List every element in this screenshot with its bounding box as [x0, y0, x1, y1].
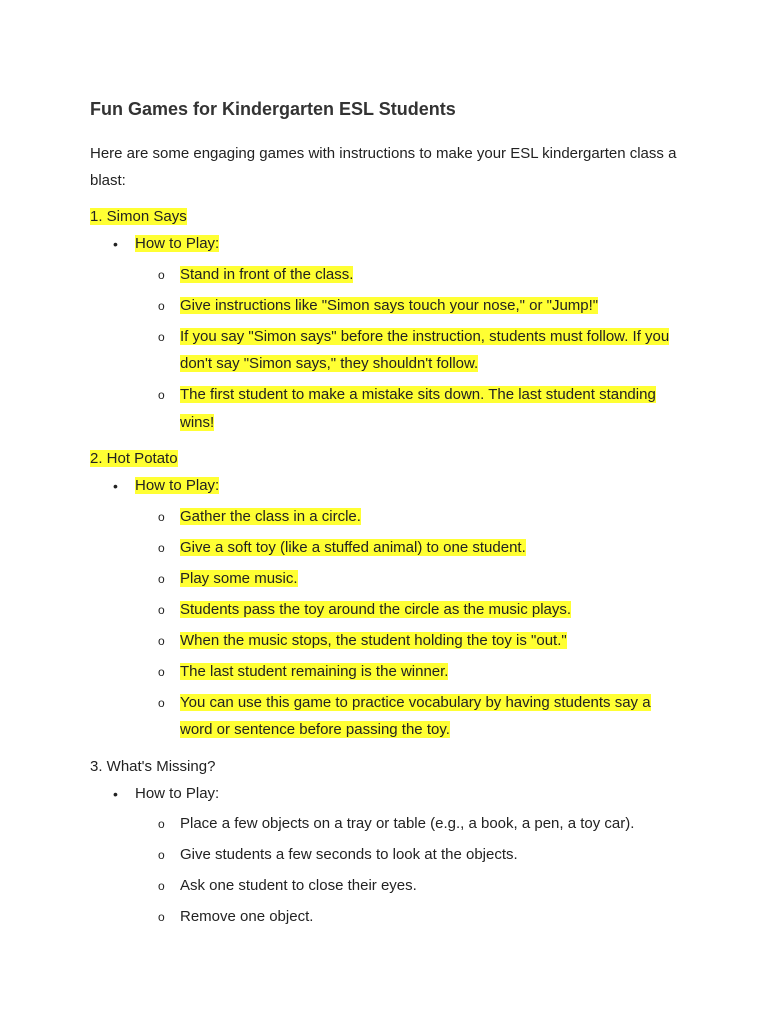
- sub-bullet-icon: o: [158, 848, 165, 862]
- list-item: [90, 534, 675, 562]
- how-to-play-item: [90, 473, 690, 499]
- step-text: The first student to make a mistake sits down. The last student standing wins!: [180, 386, 656, 431]
- list-item: [90, 903, 675, 931]
- sub-bullet-icon: o: [158, 388, 165, 402]
- how-to-play-item: [90, 781, 690, 807]
- game-section: [90, 446, 690, 744]
- intro-paragraph: Here are some engaging games with instructions to make your ESL kindergarten class a blast:: [90, 145, 677, 189]
- games-list: [90, 204, 690, 931]
- list-item: [90, 565, 675, 593]
- document-page: [90, 96, 690, 931]
- step-text: You can use this game to practice vocabulary by having students say a word or sentence before passing the toy.: [180, 693, 651, 738]
- step-text: Play some music.: [180, 569, 298, 587]
- step-text: Place a few objects on a tray or table (e.g., a book, a pen, a toy car).: [180, 815, 635, 832]
- list-item: [90, 381, 675, 436]
- how-to-play-label: How to Play:: [135, 477, 220, 494]
- sub-bullet-icon: o: [158, 540, 165, 555]
- list-item: [90, 503, 675, 531]
- steps-list: [90, 261, 690, 437]
- step-text: The last student remaining is the winner.: [180, 662, 449, 680]
- sub-bullet-icon: o: [158, 633, 165, 648]
- list-item: [90, 261, 675, 289]
- step-text: Stand in front of the class.: [180, 265, 354, 283]
- game-title: 3. What's Missing?: [90, 757, 216, 775]
- step-text: Remove one object.: [180, 908, 314, 925]
- sub-bullet-icon: o: [158, 571, 165, 586]
- sub-bullet-icon: o: [158, 664, 165, 679]
- how-to-play-item: [90, 231, 690, 257]
- step-text: Give a soft toy (like a stuffed animal) to one student.: [180, 538, 526, 556]
- step-text: Ask one student to close their eyes.: [180, 877, 417, 894]
- list-item: [90, 689, 675, 744]
- sub-bullet-icon: o: [158, 267, 165, 282]
- step-text: Students pass the toy around the circle as the music plays.: [180, 600, 572, 618]
- list-item: [90, 872, 675, 900]
- step-text: If you say "Simon says" before the instruction, students must follow. If you don't say "Simon says," they shouldn't follow.: [180, 327, 670, 372]
- list-item: [90, 658, 675, 686]
- sub-bullet-icon: o: [158, 329, 165, 344]
- list-item: [90, 323, 675, 378]
- how-to-play-label: How to Play:: [135, 784, 220, 802]
- game-section: [90, 204, 690, 436]
- how-to-play-label: How to Play:: [135, 235, 220, 252]
- list-item: [90, 627, 675, 655]
- list-item: [90, 596, 675, 624]
- sub-bullet-icon: o: [158, 602, 165, 617]
- list-item: [90, 292, 675, 320]
- sub-bullet-icon: o: [158, 695, 165, 710]
- sub-bullet-icon: o: [158, 298, 165, 313]
- bullet-icon: •: [113, 785, 118, 802]
- sub-bullet-icon: o: [158, 509, 165, 524]
- bullet-icon: •: [113, 236, 118, 252]
- step-text: Gather the class in a circle.: [180, 507, 361, 525]
- document-title: Fun Games for Kindergarten ESL Students: [90, 99, 456, 119]
- game-section: [90, 754, 690, 931]
- step-text: Give students a few seconds to look at the objects.: [180, 846, 518, 863]
- sub-bullet-icon: o: [158, 817, 165, 831]
- step-text: When the music stops, the student holding the toy is "out.": [180, 631, 567, 649]
- game-title: 2. Hot Potato: [90, 450, 178, 467]
- game-title: 1. Simon Says: [90, 208, 187, 225]
- steps-list: [90, 503, 690, 744]
- sub-bullet-icon: o: [158, 910, 165, 924]
- sub-bullet-icon: o: [158, 879, 165, 893]
- steps-list: [90, 810, 690, 931]
- list-item: [90, 810, 675, 838]
- bullet-icon: •: [113, 478, 118, 494]
- step-text: Give instructions like "Simon says touch your nose," or "Jump!": [180, 296, 599, 314]
- list-item: [90, 841, 675, 869]
